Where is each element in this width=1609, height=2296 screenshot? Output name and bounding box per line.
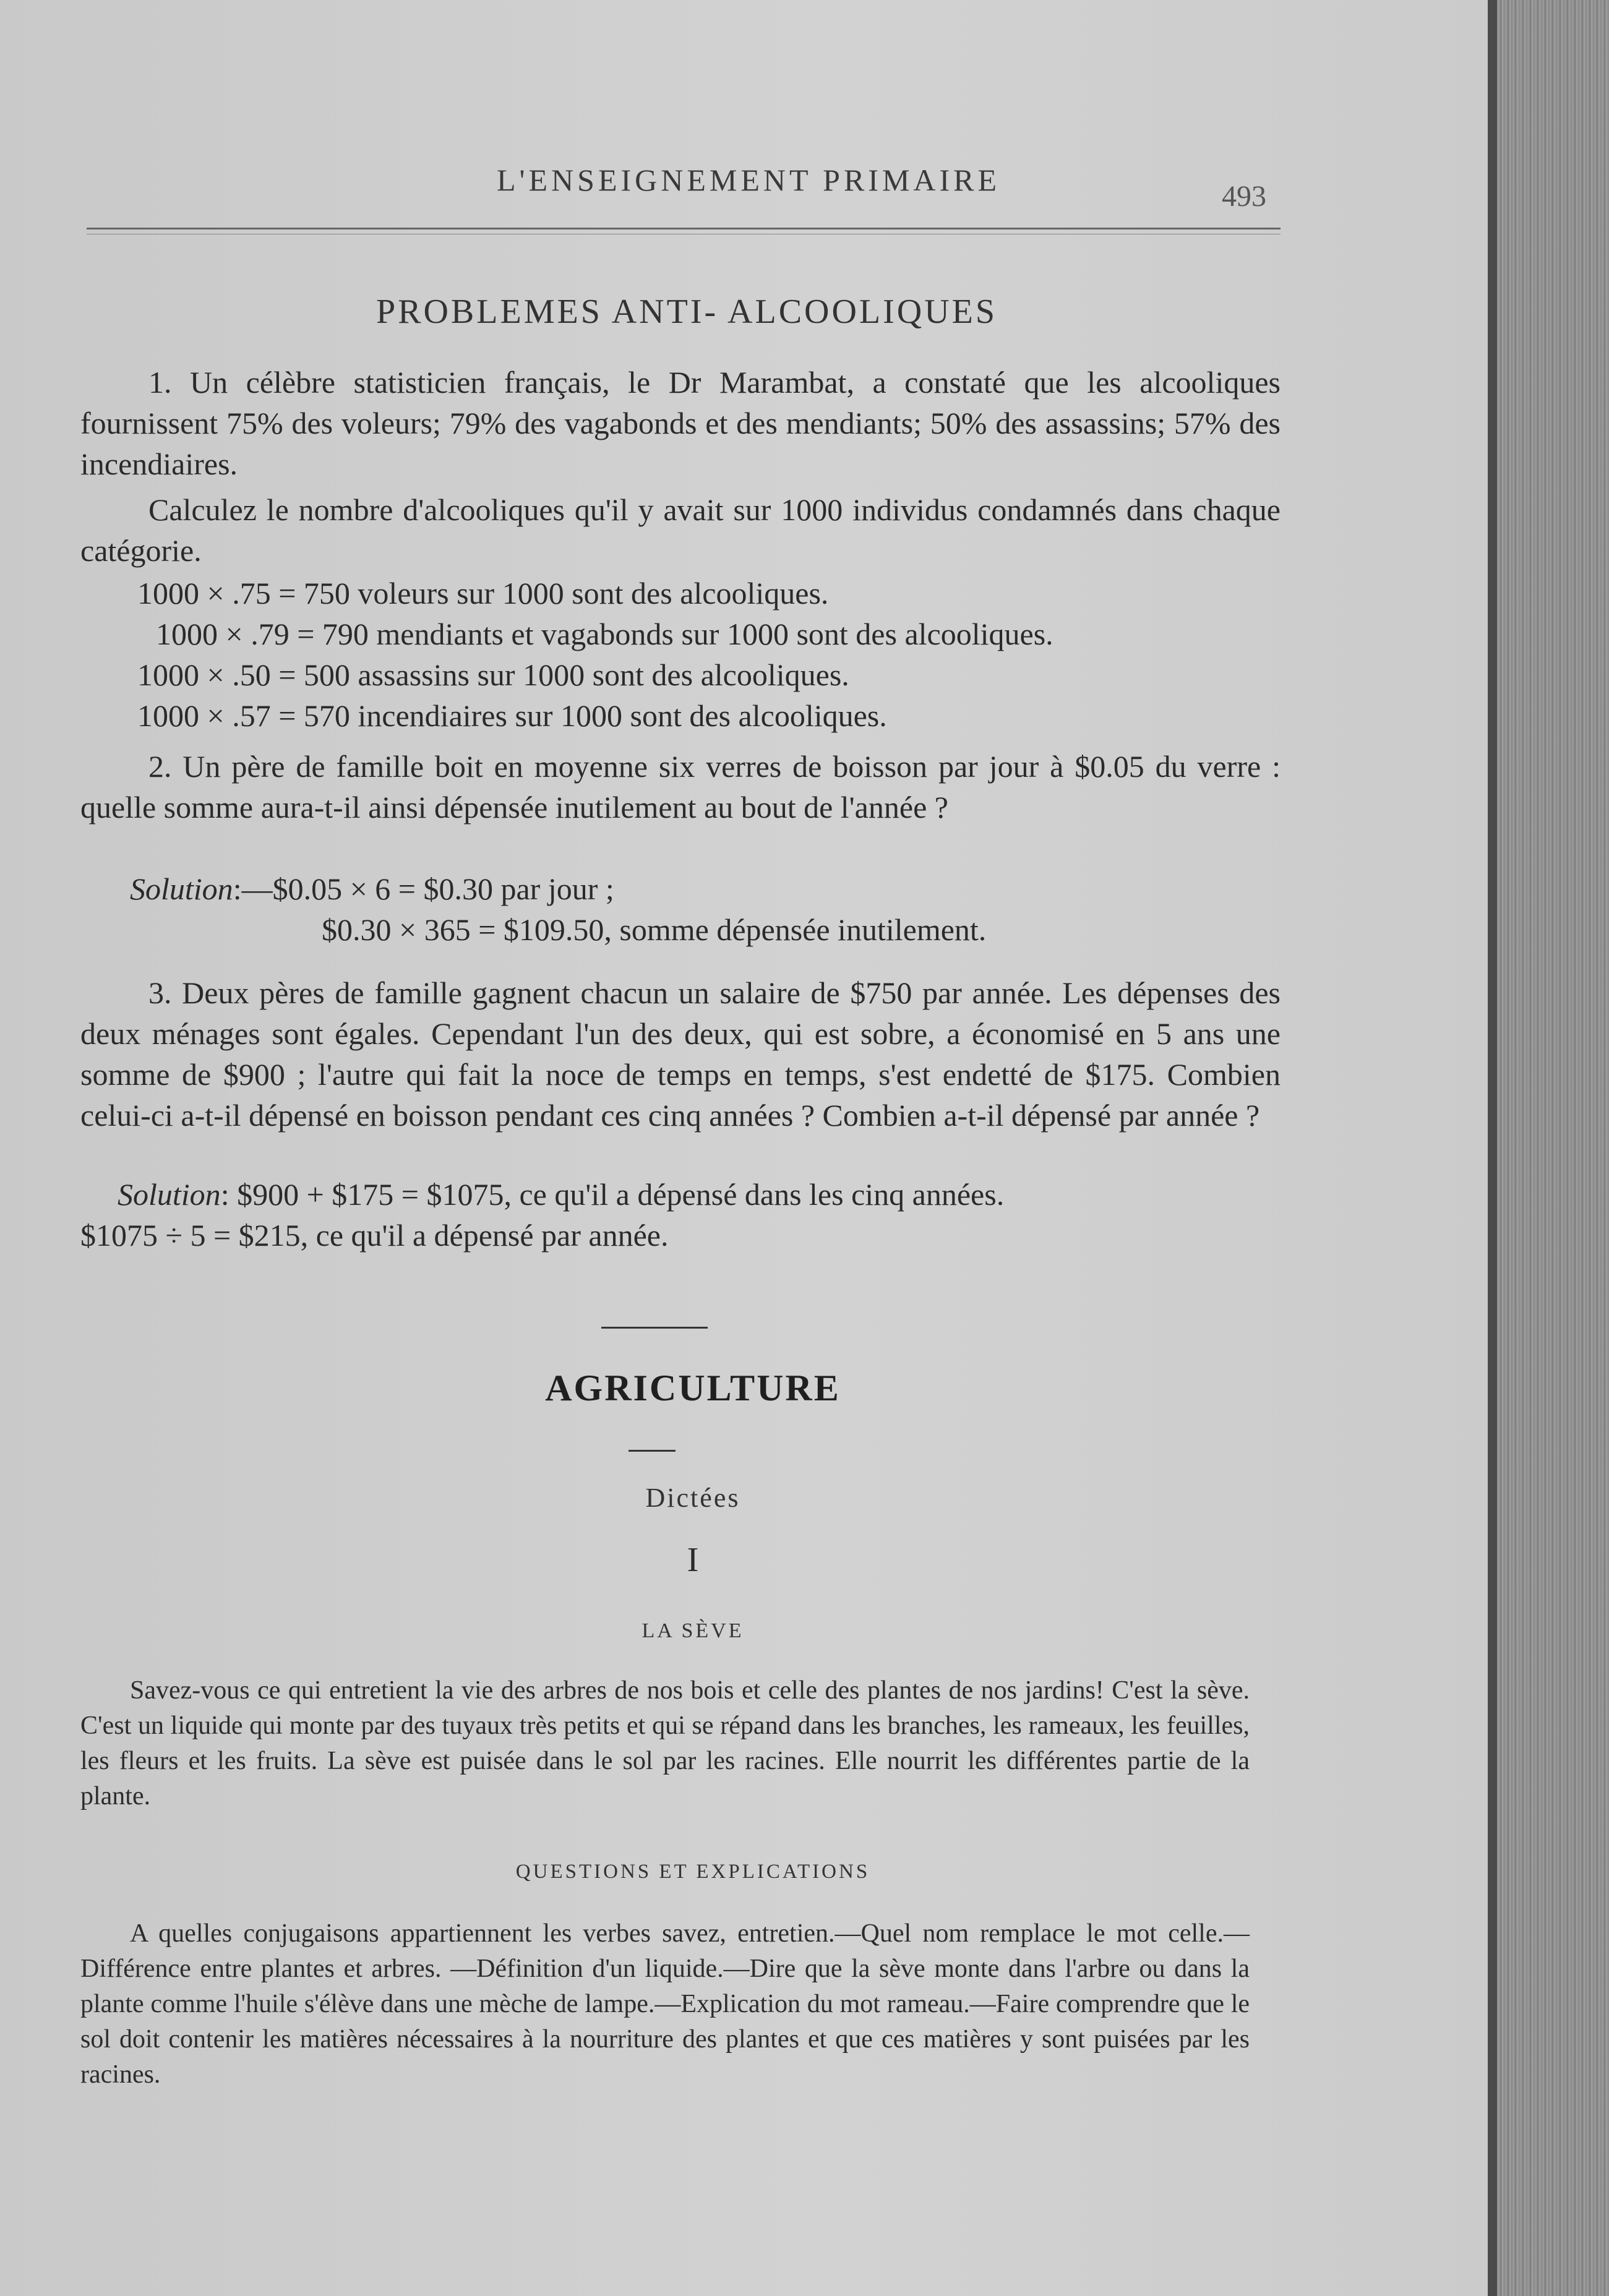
lesson-numeral: I	[687, 1541, 699, 1579]
solution-text: :—$0.05 × 6 = $0.30 par jour ;	[233, 872, 614, 906]
solution-label: Solution	[118, 1177, 221, 1212]
calc-line-1: 1000 × .75 = 750 voleurs sur 1000 sont des alcooliques.	[137, 576, 829, 610]
problem-1-text: 1. Un célèbre statisticien français, le Dr Marambat, a constaté que les alcooliques fournissent 75% des voleurs; 79% des vagabonds et des mendiants; 50% des assassins; 57% des incendiaires.	[80, 365, 1281, 481]
section-divider	[601, 1327, 708, 1329]
page-number: 493	[1222, 180, 1266, 213]
calc-line-4: 1000 × .57 = 570 incendiaires sur 1000 sont des alcooliques.	[137, 698, 887, 733]
questions-title: QUESTIONS ET EXPLICATIONS	[515, 1861, 870, 1883]
calc-line-3: 1000 × .50 = 500 assassins sur 1000 sont des alcooliques.	[137, 658, 849, 692]
problem-3-solution-2: $1075 ÷ 5 = $215, ce qu'il a dépensé par année.	[80, 1218, 669, 1253]
problem-1-question: Calculez le nombre d'alcooliques qu'il y avait sur 1000 individus condamnés dans chaque catégorie.	[80, 492, 1281, 568]
solution-label: Solution	[130, 872, 233, 906]
questions-text: A quelles conjugaisons appartiennent les verbes savez, entretien.—Quel nom remplace le mot celle.—Différence entre plantes et arbres. —Définition d'un liquide.—Dire que la sève monte dans l'arbre ou dans la plante comme l'huile s'élève dans une mèche de lampe.—Explication du mot rameau.—Faire comprendre que le sol doit contenir les matières nécessaires à la nourriture des plantes et que ces matières y sont puisées par les racines.	[80, 1919, 1250, 2089]
problem-2-solution-1	[130, 871, 614, 907]
calc-line-2: 1000 × .79 = 790 mendiants et vagabonds sur 1000 sont des alcooliques.	[156, 617, 1053, 651]
problem-2-text: 2. Un père de famille boit en moyenne six verres de boisson par jour à $0.05 du verre : quelle somme aura-t-il ainsi dépensée inutilement au bout de l'année ?	[80, 749, 1281, 825]
dictees-subtitle: Dictées	[645, 1483, 740, 1513]
problem-3-solution-1	[118, 1176, 1004, 1212]
solution-text: : $900 + $175 = $1075, ce qu'il a dépensé dans les cinq années.	[220, 1177, 1005, 1212]
problem-3-text: 3. Deux pères de famille gagnent chacun un salaire de $750 par année. Les dépenses des deux ménages sont égales. Cependant l'un des deux, qui est sobre, a économisé en 5 ans une somme de $900 ; l'autre qui fait la noce de temps en temps, s'est endetté de $175. Combien celui-ci a-t-il dépensé en boisson pendant ces cinq années ? Combien a-t-il dépensé par année ?	[80, 975, 1281, 1133]
lesson-title: LA SÈVE	[641, 1619, 744, 1642]
running-title: L'ENSEIGNEMENT PRIMAIRE	[496, 163, 1001, 197]
agriculture-title: AGRICULTURE	[545, 1368, 841, 1408]
dictation-text: Savez-vous ce qui entretient la vie des arbres de nos bois et celle des plantes de nos jardins! C'est la sève. C'est un liquide qui monte par des tuyaux très petits et qui se répand dans les branches, les rameaux, les feuilles, les fleurs et les fruits. La sève est puisée dans le sol par les racines. Elle nourrit les différentes partie de la plante.	[80, 1676, 1250, 1810]
book-edge	[1497, 0, 1609, 2296]
agriculture-divider	[629, 1450, 676, 1452]
section-title: PROBLEMES ANTI- ALCOOLIQUES	[375, 293, 998, 331]
header-rule	[87, 228, 1281, 229]
problem-2-solution-2: $0.30 × 365 = $109.50, somme dépensée inutilement.	[322, 912, 987, 947]
